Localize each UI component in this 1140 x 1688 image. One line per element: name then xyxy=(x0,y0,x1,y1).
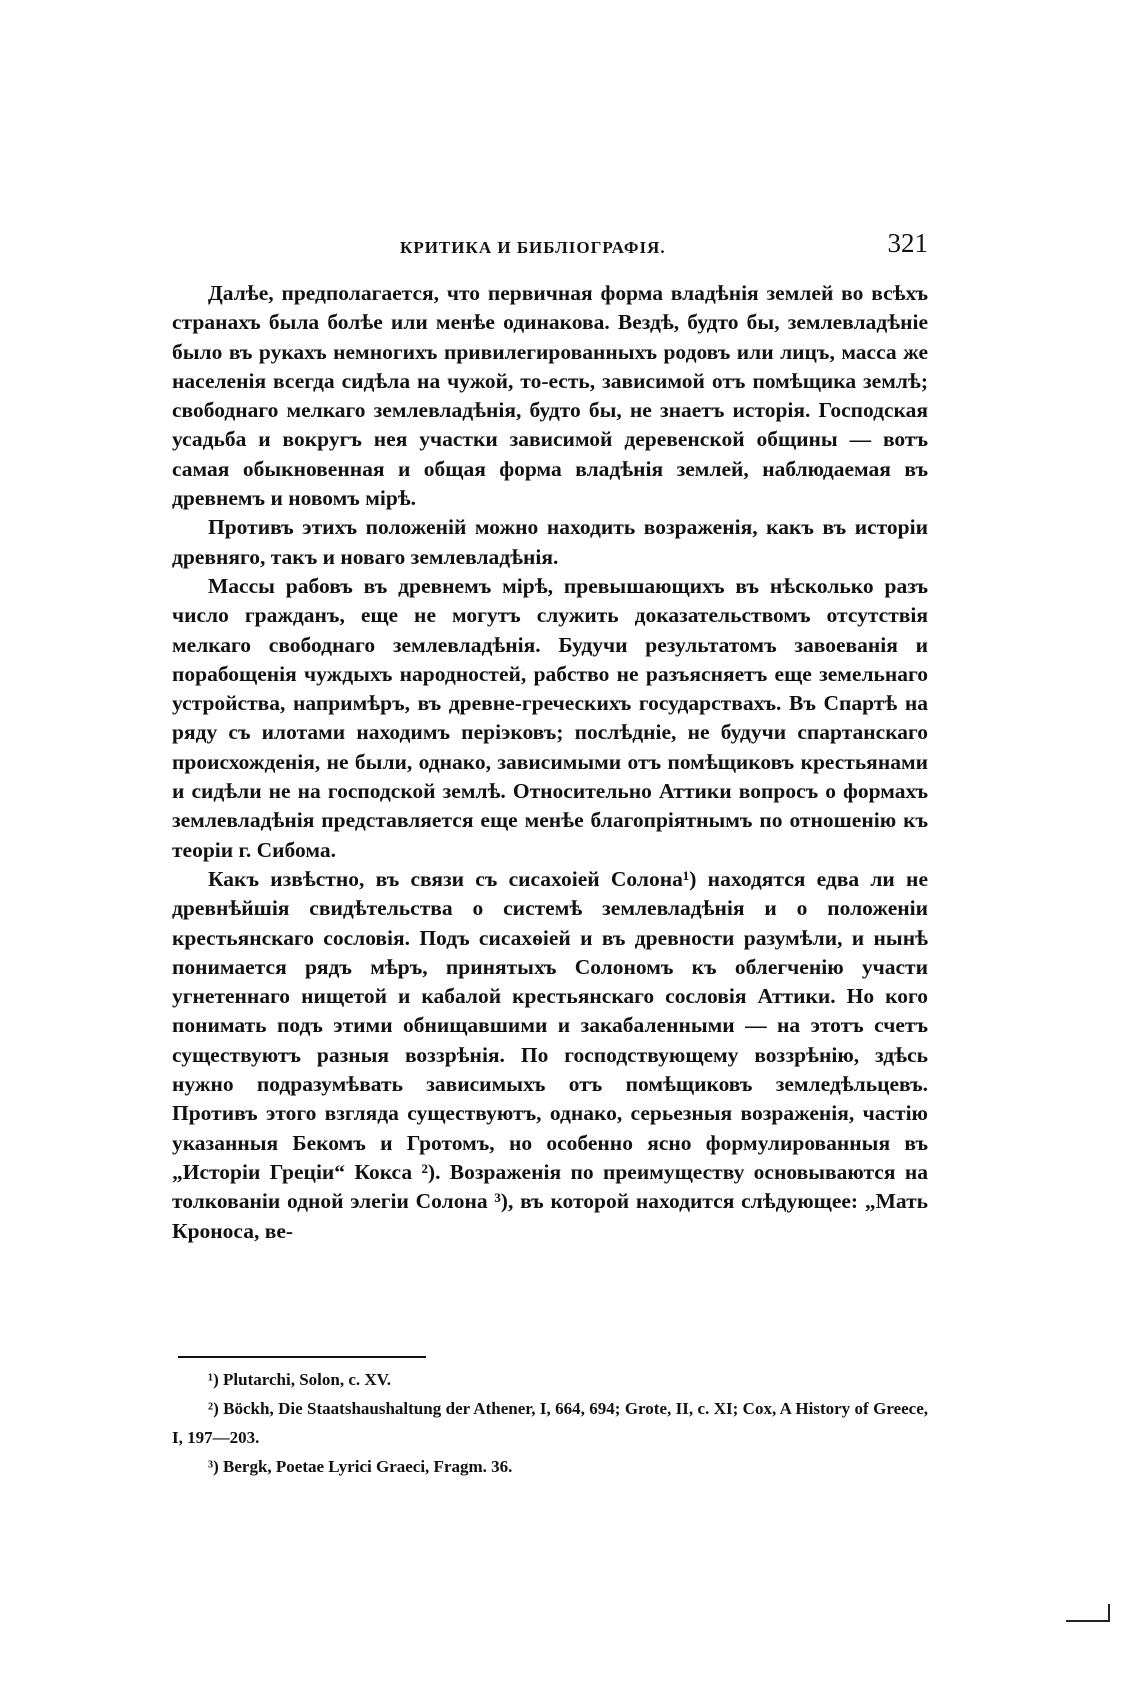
page-corner-mark xyxy=(1066,1604,1110,1622)
paragraph: Противъ этихъ положеній можно находить возраженія, какъ въ исторіи древняго, такъ и новаго землевладѣнія. xyxy=(172,515,928,569)
paragraph: Какъ извѣстно, въ связи съ сисахоіей Солона¹) находятся едва ли не древнѣйшія свидѣтельства о системѣ землевладѣнія и о положеніи крестьянскаго сословія. Подъ сисахѳіей и въ древности разумѣли, и нынѣ понимается рядъ мѣръ, принятыхъ Солономъ къ облегченію участи угнетеннаго нищетой и кабалой крестьянскаго сословія Аттики. Но кого понимать подъ этими обнищавшими и закабаленными — на этотъ счетъ существуютъ разныя воззрѣнія. По господствующему воззрѣнію, здѣсь нужно подразумѣвать зависимыхъ отъ помѣщиковъ земледѣльцевъ. Противъ этого взгляда существуютъ, однако, серьезныя возраженія, частію указанныя Бекомъ и Гротомъ, но особенно ясно формулированныя въ „Исторіи Греціи“ Кокса ²). Возраженія по преимуществу основываются на толкованіи одной элегіи Солона ³), въ которой находится слѣдующее: „Мать Кроноса, ве- xyxy=(172,866,928,1243)
footnote xyxy=(172,1394,928,1452)
footnote-mark: ³) xyxy=(208,1457,219,1476)
footnotes xyxy=(172,1365,928,1481)
page-number: 321 xyxy=(887,228,928,258)
footnote-text: Bergk, Poetae Lyrici Graeci, Fragm. 36. xyxy=(223,1457,513,1476)
footnote xyxy=(172,1452,928,1481)
paragraph: Массы рабовъ въ древнемъ мірѣ, превышающихъ въ нѣсколько разъ число гражданъ, еще не могутъ служить доказательствомъ отсутствія мелкаго свободнаго землевладѣнія. Будучи результатомъ завоеванія и порабощенія чуждыхъ народностей, рабство не разъясняетъ еще земельнаго устройства, напримѣръ, въ древне-греческихъ государствахъ. Въ Спартѣ на ряду съ илотами находимъ періэковъ; послѣдніе, не будучи спартанскаго происхожденія, не были, однако, зависимыми отъ помѣщиковъ крестьянами и сидѣли не на господской землѣ. Относительно Аттики вопросъ о формахъ землевладѣнія представляется еще менѣе благопріятнымъ по отношенію къ теоріи г. Сибома. xyxy=(172,573,928,862)
paragraph: Далѣе, предполагается, что первичная форма владѣнія землей во всѣхъ странахъ была болѣе или менѣе одинакова. Вездѣ, будто бы, землевладѣніе было въ рукахъ немногихъ привилегированныхъ родовъ или лицъ, масса же населенія всегда сидѣла на чужой, то-есть, зависимой отъ помѣщика землѣ; свободнаго мелкаго землевладѣнія, будто бы, не знаетъ исторія. Господская усадьба и вокругъ нея участки зависимой деревенской общины — вотъ самая обыкновенная и общая форма владѣнія землей, наблюдаемая въ древнемъ и новомъ мірѣ. xyxy=(172,281,928,511)
footnote-mark: ²) xyxy=(208,1399,219,1418)
page-header xyxy=(172,228,928,268)
footnote-divider xyxy=(178,1356,426,1358)
footnote xyxy=(172,1365,928,1394)
running-head: КРИТИКА И БИБЛIОГРАФIЯ. xyxy=(400,238,666,257)
footnote-text: Plutarchi, Solon, c. XV. xyxy=(223,1370,391,1389)
main-text xyxy=(172,279,928,1246)
footnote-text: Böckh, Die Staatshaushaltung der Athener, I, 664, 694; Grote, II, c. XI; Cox, A History of Greece, I, 197—203. xyxy=(172,1399,928,1447)
footnote-mark: ¹) xyxy=(208,1370,219,1389)
